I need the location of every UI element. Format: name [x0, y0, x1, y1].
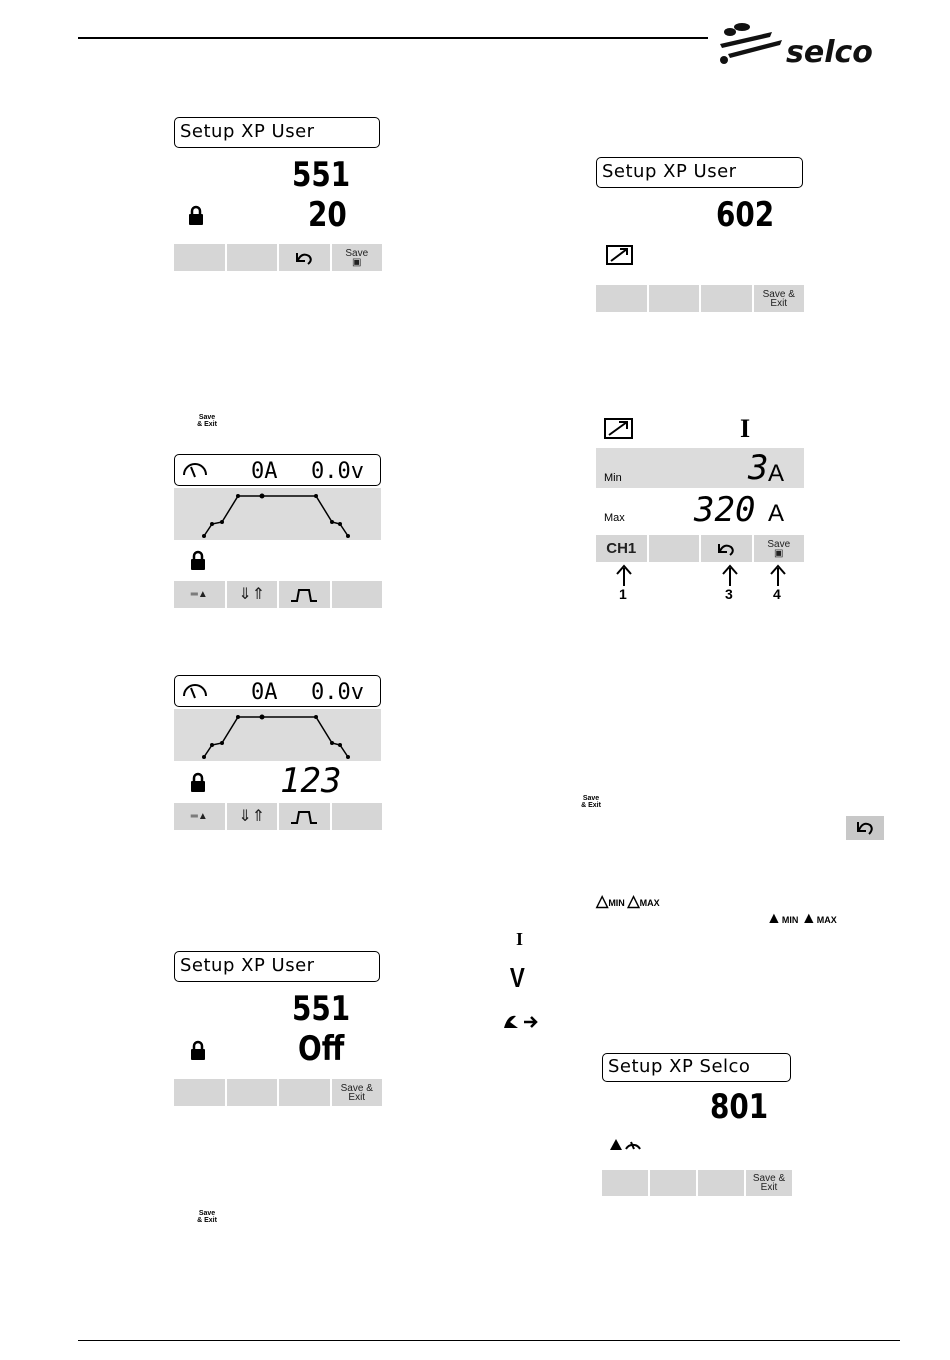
undo-key-icon: [846, 816, 884, 840]
callout-4: 4: [773, 586, 781, 602]
floppy-icon: ▣: [352, 256, 362, 268]
svg-text:selco: selco: [786, 35, 873, 70]
pulse-icon: [289, 587, 319, 603]
pulse-softkey[interactable]: [277, 581, 330, 608]
welding-mode-icon: ═▲: [190, 811, 208, 822]
panel4-softkeys: [596, 535, 804, 562]
warning-outline-icon: △: [627, 893, 640, 910]
min-max-warning-outline: [596, 891, 660, 911]
save-exit-softkey[interactable]: Save & Exit: [330, 1079, 383, 1106]
warning-gauge-icon: [608, 1136, 642, 1152]
wire-feed-icon: [502, 1010, 540, 1032]
ch1-softkey[interactable]: CH1: [596, 535, 647, 562]
panel1-value2: 20: [308, 195, 347, 235]
save-softkey[interactable]: [330, 244, 383, 271]
undo-softkey[interactable]: [699, 535, 752, 562]
panel3-softkeys: [174, 581, 382, 608]
min-unit: A: [768, 460, 785, 487]
softkey-3[interactable]: [699, 285, 752, 312]
voltage-readout: 0.0v: [311, 459, 364, 484]
current-readout: 0A: [251, 459, 278, 484]
min-max-warning-filled: [766, 910, 837, 928]
softkey-2[interactable]: [225, 1079, 278, 1106]
undo-softkey[interactable]: [277, 244, 330, 271]
softkey-2[interactable]: [225, 244, 278, 271]
panel5-value: 123: [280, 761, 342, 801]
save-exit-softkey[interactable]: Save & Exit: [752, 285, 805, 312]
undo-icon: [293, 250, 315, 266]
softkey-1[interactable]: [174, 244, 225, 271]
arrow-up-icon: [768, 564, 788, 586]
floppy-icon: ▣: [774, 547, 784, 559]
ramp-icon: [604, 418, 633, 439]
arrow-up-icon: [720, 564, 740, 586]
max-unit: A: [768, 500, 785, 527]
pulse-icon: [289, 809, 319, 825]
current-symbol: I: [740, 414, 751, 443]
max-label: Max: [604, 512, 625, 524]
softkey-1[interactable]: [602, 1170, 648, 1196]
panel6-value2: Off: [298, 1029, 345, 1069]
header-rule: [78, 37, 708, 39]
panel2-value1: 602: [716, 195, 775, 235]
panel1-title: Setup XP User: [174, 117, 380, 148]
save-exit-icon: Save & Exit: [197, 414, 217, 428]
panel1-softkeys: [174, 244, 382, 271]
panel6-value1: 551: [292, 989, 351, 1029]
callout-3: 3: [725, 586, 733, 602]
softkey-1[interactable]: [174, 1079, 225, 1106]
softkey-1[interactable]: [596, 285, 647, 312]
panel7-title: Setup XP Selco: [602, 1053, 791, 1082]
save-label: Save: [345, 247, 369, 259]
undo-icon: [715, 541, 737, 557]
lock-icon: [188, 205, 204, 225]
panel7-value1: 801: [710, 1087, 769, 1127]
warning-outline-icon: △: [596, 893, 609, 910]
softkey-4[interactable]: [330, 581, 383, 608]
min-label: MIN: [781, 915, 799, 925]
panel1-value1: 551: [292, 155, 351, 195]
panel3-meter: [174, 454, 381, 486]
trigger-icon: ⇓⇑: [238, 808, 266, 825]
welding-mode-softkey[interactable]: [174, 581, 225, 608]
warning-filled-icon: ▲: [800, 910, 817, 927]
callout-1: 1: [619, 586, 627, 602]
max-label: MAX: [639, 898, 660, 908]
current-readout: 0A: [251, 680, 278, 705]
warning-filled-icon: ▲: [766, 910, 782, 927]
save-exit-icon: Save & Exit: [581, 795, 601, 809]
softkey-3[interactable]: [696, 1170, 744, 1196]
panel2-softkeys: [596, 285, 804, 312]
trigger-softkey[interactable]: [225, 581, 278, 608]
voltage-readout: 0.0v: [311, 680, 364, 705]
panel7-softkeys: [602, 1170, 792, 1196]
ramp-icon: [606, 245, 633, 265]
undo-icon: [846, 816, 884, 840]
welding-mode-softkey[interactable]: [174, 803, 225, 830]
trigger-softkey[interactable]: [225, 803, 278, 830]
softkey-2[interactable]: [648, 1170, 696, 1196]
min-value: 3: [748, 448, 769, 488]
trigger-icon: ⇓⇑: [238, 586, 266, 603]
panel5-meter: [174, 675, 381, 707]
save-exit-icon: Save & Exit: [197, 1210, 217, 1224]
panel2-title: Setup XP User: [596, 157, 803, 188]
save-exit-softkey[interactable]: Save & Exit: [744, 1170, 792, 1196]
save-label: Save: [767, 538, 791, 550]
panel5-waveform: [174, 709, 381, 761]
panel6-title: Setup XP User: [174, 951, 380, 982]
min-label: MIN: [608, 898, 625, 908]
current-symbol: I: [516, 929, 524, 949]
save-softkey[interactable]: [752, 535, 805, 562]
gauge-icon: [181, 459, 209, 481]
voltage-symbol: V: [509, 962, 525, 993]
panel5-softkeys: [174, 803, 382, 830]
lock-icon: [190, 772, 206, 792]
footer-rule: [78, 1340, 900, 1341]
panel3-waveform: [174, 488, 381, 540]
welding-mode-icon: ═▲: [190, 589, 208, 600]
arrow-up-icon: [614, 564, 634, 586]
panel6-softkeys: [174, 1079, 382, 1106]
selco-logo: [712, 18, 902, 70]
softkey-3[interactable]: [277, 1079, 330, 1106]
max-label: MAX: [816, 915, 837, 925]
gauge-icon: [181, 680, 209, 702]
softkey-4[interactable]: [330, 803, 383, 830]
max-value: 320: [694, 490, 756, 530]
softkey-2[interactable]: [647, 285, 700, 312]
lock-icon: [190, 550, 206, 570]
min-label: Min: [604, 472, 622, 484]
lock-icon: [190, 1040, 206, 1060]
pulse-softkey[interactable]: [277, 803, 330, 830]
softkey-2[interactable]: [647, 535, 700, 562]
